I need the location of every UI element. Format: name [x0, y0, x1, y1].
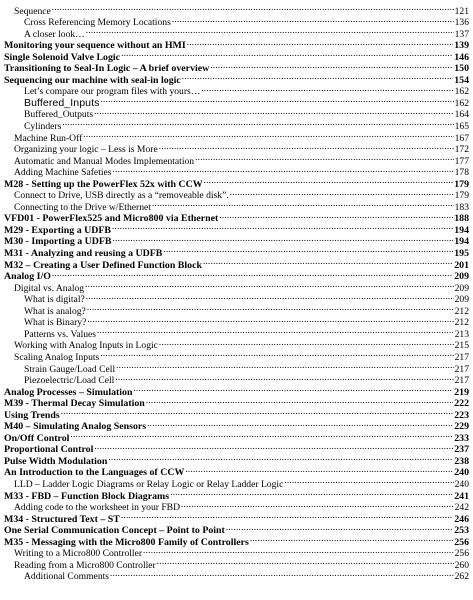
toc-entry-page: 194 [454, 224, 469, 236]
toc-entry-page: 178 [454, 167, 469, 179]
toc-entry-page: 246 [454, 513, 469, 525]
toc-leader-dots [112, 221, 453, 233]
toc-entry-title: On/Off Control [4, 432, 70, 444]
toc-entry-page: 217 [454, 351, 469, 363]
toc-entry-page: 188 [454, 213, 469, 225]
toc-entry-title: Strain Gauge/Load Cell [24, 363, 116, 375]
toc-entry-page: 217 [454, 375, 469, 387]
toc-entry[interactable] [4, 14, 469, 29]
toc-entry-page: 256 [454, 536, 469, 548]
toc-leader-dots [116, 360, 453, 372]
toc-entry-page: 146 [454, 51, 469, 63]
toc-entry-page: 167 [454, 132, 469, 144]
toc-entry-page: 194 [454, 236, 469, 248]
toc-entry-title: One Serial Communication Concept – Point to Point [4, 525, 225, 537]
toc-entry-page: 209 [454, 271, 469, 283]
toc-entry-title: LLD – Ladder Logic Diagrams or Relay Logic or Relay Ladder Logic [14, 478, 284, 490]
toc-entry-title: Additional Comments [24, 571, 110, 583]
toc-entry-title: M34 - Structured Text – ST [4, 513, 120, 525]
toc-entry-title: Organizing your logic – Less is More [14, 144, 158, 156]
toc-entry-page: 177 [454, 155, 469, 167]
toc-entry[interactable] [4, 279, 469, 294]
toc-entry-title: An Introduction to the Languages of CCW [4, 467, 185, 479]
toc-entry-page: 165 [454, 121, 469, 133]
toc-entry-page: 238 [454, 455, 469, 467]
toc-leader-dots [133, 383, 453, 395]
toc-leader-dots [230, 187, 454, 199]
toc-leader-dots [87, 314, 453, 326]
toc-entry-page: 136 [454, 17, 469, 29]
toc-entry-title: Writing to a Micro800 Controller [14, 548, 143, 560]
toc-leader-dots [52, 268, 453, 280]
toc-entry-title: Piezoelectric/Load Cell [24, 375, 115, 387]
toc-leader-dots [70, 429, 453, 441]
toc-entry-page: 209 [454, 282, 469, 294]
toc-entry-page: 219 [454, 386, 469, 398]
toc-entry-page: 253 [454, 525, 469, 537]
toc-leader-dots [87, 302, 454, 314]
toc-leader-dots [52, 2, 454, 14]
toc-entry[interactable] [4, 2, 469, 17]
toc-entry-title: M29 - Exporting a UDFB [4, 224, 111, 236]
toc-entry-title: VFD01 - PowerFlex525 and Micro800 via Ethernet [4, 213, 219, 225]
toc-entry-page: 256 [454, 548, 469, 560]
toc-entry-title: M40 – Simulating Analog Sensors [4, 421, 147, 433]
toc-entry-title: What is digital? [24, 294, 85, 306]
toc-leader-dots [172, 14, 454, 26]
toc-entry-title: M32 – Creating a User Defined Function Block [4, 259, 202, 271]
toc-leader-dots [182, 71, 453, 83]
toc-entry[interactable] [4, 129, 469, 144]
toc-entry-title: Pulse Width Modulation [4, 455, 108, 467]
toc-entry-title: Patterns vs. Values [24, 328, 97, 340]
toc-leader-dots [157, 556, 454, 568]
toc-entry-page: 162 [454, 97, 469, 109]
toc-leader-dots [62, 117, 453, 129]
toc-leader-dots [181, 499, 454, 511]
toc-entry-title: Let’s compare our program files with yours… [24, 86, 201, 98]
toc-entry-title: Machine Run-Off [14, 132, 83, 144]
toc-entry-title: M33 - FBD – Function Block Diagrams [4, 490, 170, 502]
toc-leader-dots [110, 568, 454, 580]
toc-entry-page: 215 [454, 340, 469, 352]
toc-leader-dots [113, 164, 454, 176]
toc-leader-dots [94, 441, 453, 453]
toc-entry-page: 240 [454, 478, 469, 490]
toc-leader-dots [121, 48, 453, 60]
toc-leader-dots [203, 256, 453, 268]
toc-entry-title: M31 - Analyzing and reusing a UDFB [4, 248, 163, 260]
toc-entry-page: 212 [454, 305, 469, 317]
toc-leader-dots [204, 175, 454, 187]
toc-entry-title: M39 - Thermal Decay Simulation [4, 398, 145, 410]
toc-entry[interactable] [4, 441, 469, 456]
toc-entry-title: M28 - Setting up the PowerFlex 52x with CCW [4, 178, 203, 190]
toc-leader-dots [86, 25, 454, 37]
toc-entry-title: What is Binary? [24, 317, 87, 329]
toc-entry-title: Proportional Control [4, 444, 94, 456]
toc-leader-dots [226, 522, 453, 534]
toc-leader-dots [61, 406, 453, 418]
toc-entry-title: Scaling Analog Inputs [14, 351, 100, 363]
toc-entry-title: Analog Processes – Simulation [4, 386, 133, 398]
toc-entry-title: Connect to Drive, USB directly as a “removeable disk”. [14, 190, 229, 202]
toc-leader-dots [115, 372, 453, 384]
toc-entry-title: M35 - Messaging with the Micro800 Family of Controllers [4, 536, 249, 548]
toc-entry[interactable] [4, 94, 469, 109]
toc-leader-dots [159, 141, 454, 153]
toc-entry-title: Reading from a Micro800 Controller [14, 559, 156, 571]
toc-entry-title: Adding code to the worksheet in your FBD [14, 502, 181, 514]
toc-entry-title: Sequencing our machine with seal-in logic [4, 74, 181, 86]
toc-entry-page: 183 [454, 201, 469, 213]
toc-entry-title: Sequence [14, 5, 51, 17]
toc-entry-page: 217 [454, 363, 469, 375]
toc-entry-title: Connecting to the Drive w/Ethernet [14, 201, 151, 213]
toc-leader-dots [100, 94, 453, 106]
toc-entry[interactable] [4, 117, 469, 133]
toc-entry-page: 241 [454, 490, 469, 502]
toc-leader-dots [121, 510, 453, 522]
toc-entry-page: 164 [454, 109, 469, 121]
toc-leader-dots [210, 60, 453, 72]
toc-entry-page: 229 [454, 421, 469, 433]
toc-entry-page: 212 [454, 317, 469, 329]
toc-leader-dots [185, 464, 453, 476]
toc-entry-page: 179 [454, 178, 469, 190]
toc-leader-dots [108, 452, 453, 464]
toc-entry-title: Single Solenoid Valve Logic [4, 51, 121, 63]
toc-entry-page: 222 [454, 398, 469, 410]
toc-entry-title: Using Trends [4, 409, 60, 421]
toc-leader-dots [146, 395, 453, 407]
toc-entry-title: Transitioning to Seal-In Logic – A brief overview [4, 63, 210, 75]
toc-entry-title: Analog I/O [4, 271, 51, 283]
toc-entry-page: 242 [454, 502, 469, 514]
toc-entry-page: 195 [454, 248, 469, 260]
toc-entry-title: What is analog? [24, 305, 86, 317]
toc-entry-title: Automatic and Manual Modes Implementation [14, 155, 195, 167]
toc-entry-title: Buffered_Inputs [24, 96, 100, 109]
toc-entry[interactable] [4, 406, 469, 421]
toc-entry-page: 233 [454, 432, 469, 444]
toc-leader-dots [201, 83, 453, 95]
toc-entry-page: 209 [454, 294, 469, 306]
toc-entry-page: 213 [454, 328, 469, 340]
toc-leader-dots [83, 129, 453, 141]
toc-entry-title: Monitoring your sequence without an HMI [4, 40, 186, 52]
toc-leader-dots [113, 233, 454, 245]
toc-entry[interactable] [4, 418, 469, 433]
toc-entry-title: Cross Referencing Memory Locations [24, 17, 171, 29]
toc-entry-page: 172 [454, 144, 469, 156]
toc-leader-dots [219, 210, 453, 222]
toc-entry[interactable] [4, 268, 469, 283]
toc-leader-dots [94, 106, 454, 118]
toc-entry-page: 262 [454, 571, 469, 583]
toc-entry[interactable] [4, 429, 469, 444]
toc-leader-dots [159, 337, 454, 349]
toc-leader-dots [163, 244, 453, 256]
toc-leader-dots [170, 487, 453, 499]
toc-entry-page: 162 [454, 86, 469, 98]
toc-entry-title: Adding Machine Safeties [14, 167, 112, 179]
toc-entry-page: 139 [454, 40, 469, 52]
toc-leader-dots [143, 545, 454, 557]
toc-entry-title: M30 - Importing a UDFB [4, 236, 112, 248]
toc-entry-title: A closer look… [24, 28, 85, 40]
toc-entry-page: 154 [454, 74, 469, 86]
toc-leader-dots [97, 325, 454, 337]
toc-leader-dots [187, 37, 453, 49]
toc-leader-dots [195, 152, 454, 164]
toc-leader-dots [284, 475, 453, 487]
toc-entry-page: 150 [454, 63, 469, 75]
toc-leader-dots [85, 279, 454, 291]
toc-entry-page: 201 [454, 259, 469, 271]
toc-entry-page: 237 [454, 444, 469, 456]
toc-entry-title: Working with Analog Inputs in Logic [14, 340, 158, 352]
toc-entry-title: Digital vs. Analog [14, 282, 85, 294]
toc-entry-page: 121 [454, 5, 469, 17]
toc-entry-title: Cylinders [24, 121, 62, 133]
toc-leader-dots [100, 348, 453, 360]
toc-leader-dots [152, 198, 454, 210]
toc-entry-title: Buffered_Outputs [24, 109, 94, 121]
toc-entry-page: 179 [454, 190, 469, 202]
toc-leader-dots [250, 533, 453, 545]
toc-entry-page: 260 [454, 559, 469, 571]
toc-leader-dots [86, 291, 454, 303]
toc-entry-page: 240 [454, 467, 469, 479]
toc-leader-dots [147, 418, 453, 430]
toc-entry-page: 137 [454, 28, 469, 40]
toc-entry-page: 223 [454, 409, 469, 421]
